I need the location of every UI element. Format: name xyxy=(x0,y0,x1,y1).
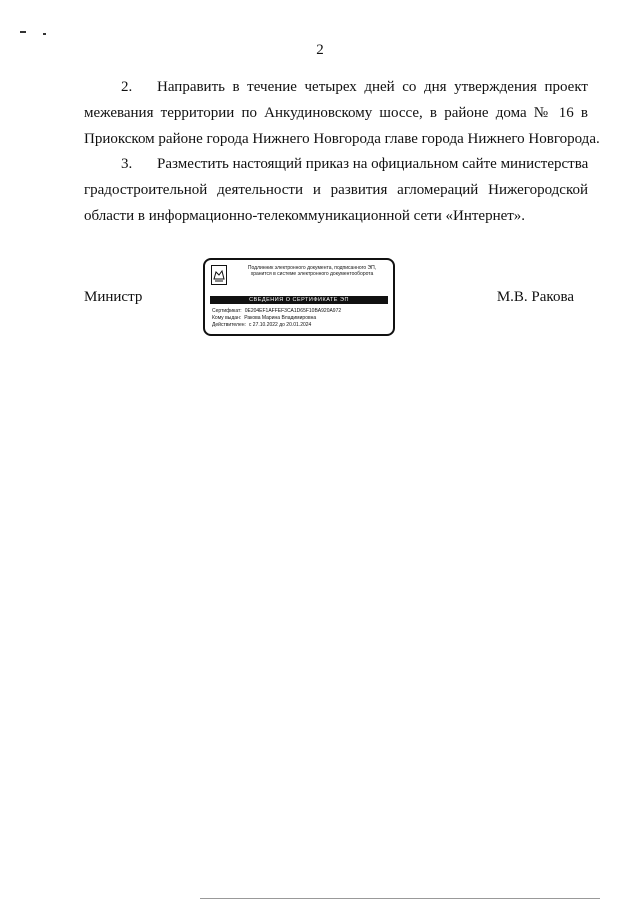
paragraph-number: 2. xyxy=(121,79,133,95)
stamp-details xyxy=(212,308,390,329)
paragraph-2 xyxy=(84,74,600,152)
valid-row xyxy=(212,322,390,329)
stamp-header xyxy=(232,265,392,277)
paragraph-line: межевания территории по Анкудиновскому шоссе, в районе дома № 16 в xyxy=(84,105,588,121)
signatory-name: М.В. Ракова xyxy=(496,289,574,305)
paragraph-text: Разместить настоящий приказ на официальном сайте министерства xyxy=(157,156,589,172)
stamp-header-line: хранится в системе электронного документооборота xyxy=(250,271,374,277)
paragraph-text: Направить в течение четырех дней со дня утверждения проект xyxy=(157,79,588,95)
paragraph-line xyxy=(84,74,588,100)
issued-row xyxy=(212,315,390,322)
certificate-value: 0E204EF1AFFEF3CA1D65F10BA920A972 xyxy=(244,308,342,314)
valid-value: с 27.10.2022 до 20.01.2024 xyxy=(248,322,312,328)
issued-value: Ракова Марина Владимировна xyxy=(244,315,317,321)
paragraph-line: градостроительной деятельности и развития агломераций Нижегородской xyxy=(84,182,588,198)
signatory-position: Министр xyxy=(84,289,143,305)
paragraph-line: области в информационно-телекоммуникационной сети «Интернет». xyxy=(84,208,526,224)
scan-edge-line xyxy=(200,898,600,899)
paragraph-3 xyxy=(84,151,588,229)
certificate-row xyxy=(212,308,390,315)
paragraph-number: 3. xyxy=(121,156,133,172)
scan-mark xyxy=(20,31,26,33)
scan-mark xyxy=(43,33,46,35)
page-number: 2 xyxy=(316,42,324,58)
electronic-signature-stamp xyxy=(203,258,395,336)
certificate-label: Сертификат: xyxy=(212,308,242,314)
coat-of-arms-icon xyxy=(211,265,227,285)
stamp-banner: СВЕДЕНИЯ О СЕРТИФИКАТЕ ЭП xyxy=(210,296,388,304)
paragraph-line: Приокском районе города Нижнего Новгорода главе города Нижнего Новгорода. xyxy=(84,131,600,147)
valid-label: Действителен: xyxy=(212,322,246,328)
issued-label: Кому выдан: xyxy=(212,315,242,321)
paragraph-line xyxy=(84,151,588,177)
stamp-header-line: Подлинник электронного документа, подписанного ЭП, xyxy=(247,265,377,271)
